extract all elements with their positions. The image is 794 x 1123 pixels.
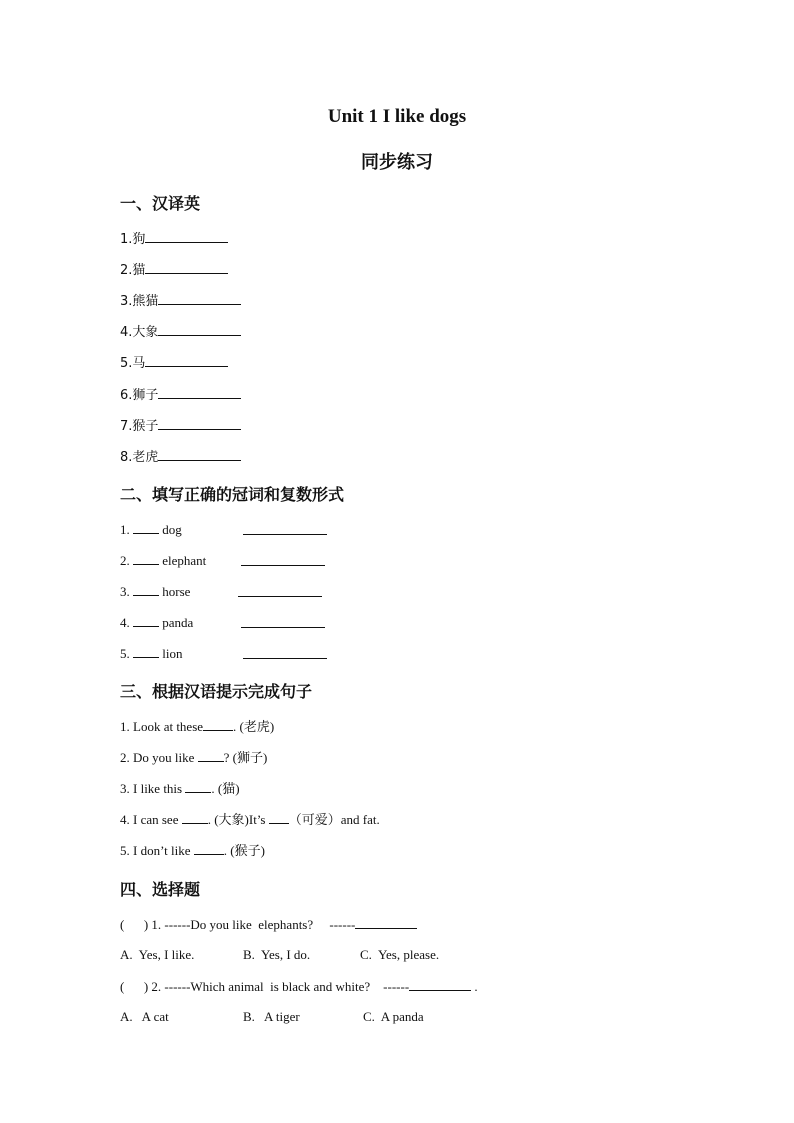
section2-item xyxy=(120,583,190,600)
item-word: panda xyxy=(162,615,194,630)
question-blank[interactable] xyxy=(409,978,471,991)
item-number: 5. xyxy=(120,646,130,661)
section2-item xyxy=(120,645,182,662)
sentence-start: 4. I can see xyxy=(120,812,182,827)
item-number: 2. xyxy=(120,553,130,568)
answer-paren[interactable]: ( ) xyxy=(120,979,149,994)
sentence-middle: . (大象)It’s xyxy=(207,812,269,827)
sentence-start: 1. Look at these xyxy=(120,719,204,734)
sentence-end: （可爱）and fat. xyxy=(288,812,380,827)
option-a: A. Yes, I like. xyxy=(120,947,195,962)
article-blank[interactable] xyxy=(133,521,159,534)
article-blank[interactable] xyxy=(133,645,159,658)
item-word: lion xyxy=(162,646,183,661)
item-number: 4. xyxy=(120,615,130,630)
sentence-blank[interactable] xyxy=(203,718,233,731)
sentence-start: 5. I don’t like xyxy=(120,843,194,858)
section2-item xyxy=(120,521,182,538)
option-b: B. A tiger xyxy=(243,1009,300,1024)
section1-item xyxy=(120,230,228,248)
question-1 xyxy=(120,916,417,933)
plural-blank[interactable] xyxy=(241,553,325,566)
article-blank[interactable] xyxy=(133,583,159,596)
answer-blank[interactable] xyxy=(158,417,241,430)
plural-blank[interactable] xyxy=(243,646,327,659)
sentence-blank[interactable] xyxy=(269,811,289,824)
answer-blank[interactable] xyxy=(145,354,228,367)
section1-item-label: 2.猫 xyxy=(120,263,146,278)
answer-blank[interactable] xyxy=(158,292,241,305)
section3-item xyxy=(120,749,267,766)
item-word: horse xyxy=(162,584,191,599)
section1-item-label: 8.老虎 xyxy=(120,450,159,465)
section3-item xyxy=(120,811,380,828)
question-end: . xyxy=(471,979,478,994)
question-blank[interactable] xyxy=(355,916,417,929)
plural-blank[interactable] xyxy=(238,584,322,597)
section1-item xyxy=(120,292,241,310)
question-text: 2. ------Which animal is black and white? ------ xyxy=(148,979,410,994)
article-blank[interactable] xyxy=(133,614,159,627)
answer-blank[interactable] xyxy=(158,386,241,399)
question-2 xyxy=(120,978,478,995)
section3-item xyxy=(120,780,240,797)
option-c: C. A panda xyxy=(363,1009,424,1024)
section1-item xyxy=(120,386,241,404)
plural-blank[interactable] xyxy=(243,522,327,535)
option-a: A. A cat xyxy=(120,1009,169,1024)
answer-paren[interactable]: ( ) xyxy=(120,917,149,932)
item-number: 1. xyxy=(120,522,130,537)
answer-blank[interactable] xyxy=(158,448,241,461)
section1-item-label: 6.狮子 xyxy=(120,388,159,403)
section2-item xyxy=(120,614,193,631)
sentence-start: 2. Do you like xyxy=(120,750,198,765)
answer-blank[interactable] xyxy=(158,323,241,336)
section3-item xyxy=(120,718,274,735)
section1-item xyxy=(120,448,241,466)
worksheet-subtitle: 同步练习 xyxy=(361,152,433,173)
section1-item-label: 3.熊猫 xyxy=(120,294,159,309)
option-b: B. Yes, I do. xyxy=(243,947,311,962)
sentence-end: . (老虎) xyxy=(233,719,275,734)
question-text: 1. ------Do you like elephants? ------ xyxy=(148,917,356,932)
sentence-blank[interactable] xyxy=(185,780,211,793)
article-blank[interactable] xyxy=(133,552,159,565)
worksheet-title: Unit 1 I like dogs xyxy=(327,106,467,127)
section1-item xyxy=(120,323,241,341)
sentence-start: 3. I like this xyxy=(120,781,186,796)
plural-blank[interactable] xyxy=(241,615,325,628)
section1-item-label: 5.马 xyxy=(120,356,146,371)
section1-item xyxy=(120,354,228,372)
sentence-end: . (猫) xyxy=(211,781,240,796)
section2-heading: 二、填写正确的冠词和复数形式 xyxy=(120,485,345,504)
item-number: 3. xyxy=(120,584,130,599)
sentence-blank[interactable] xyxy=(182,811,208,824)
section1-item xyxy=(120,417,241,435)
sentence-end: . (猴子) xyxy=(223,843,265,858)
sentence-blank[interactable] xyxy=(194,842,224,855)
section2-item xyxy=(120,552,206,569)
section3-heading: 三、根据汉语提示完成句子 xyxy=(120,682,313,701)
section3-item xyxy=(120,842,265,859)
sentence-end: ? (狮子) xyxy=(223,750,268,765)
answer-blank[interactable] xyxy=(145,230,228,243)
section1-item xyxy=(120,261,228,279)
section1-item-label: 4.大象 xyxy=(120,325,159,340)
answer-blank[interactable] xyxy=(145,261,228,274)
section1-item-label: 7.猴子 xyxy=(120,419,159,434)
sentence-blank[interactable] xyxy=(198,749,224,762)
section1-item-label: 1.狗 xyxy=(120,232,146,247)
option-c: C. Yes, please. xyxy=(360,947,440,962)
section4-heading: 四、选择题 xyxy=(120,880,201,899)
item-word: elephant xyxy=(162,553,207,568)
section1-heading: 一、汉译英 xyxy=(120,194,201,213)
item-word: dog xyxy=(162,522,182,537)
